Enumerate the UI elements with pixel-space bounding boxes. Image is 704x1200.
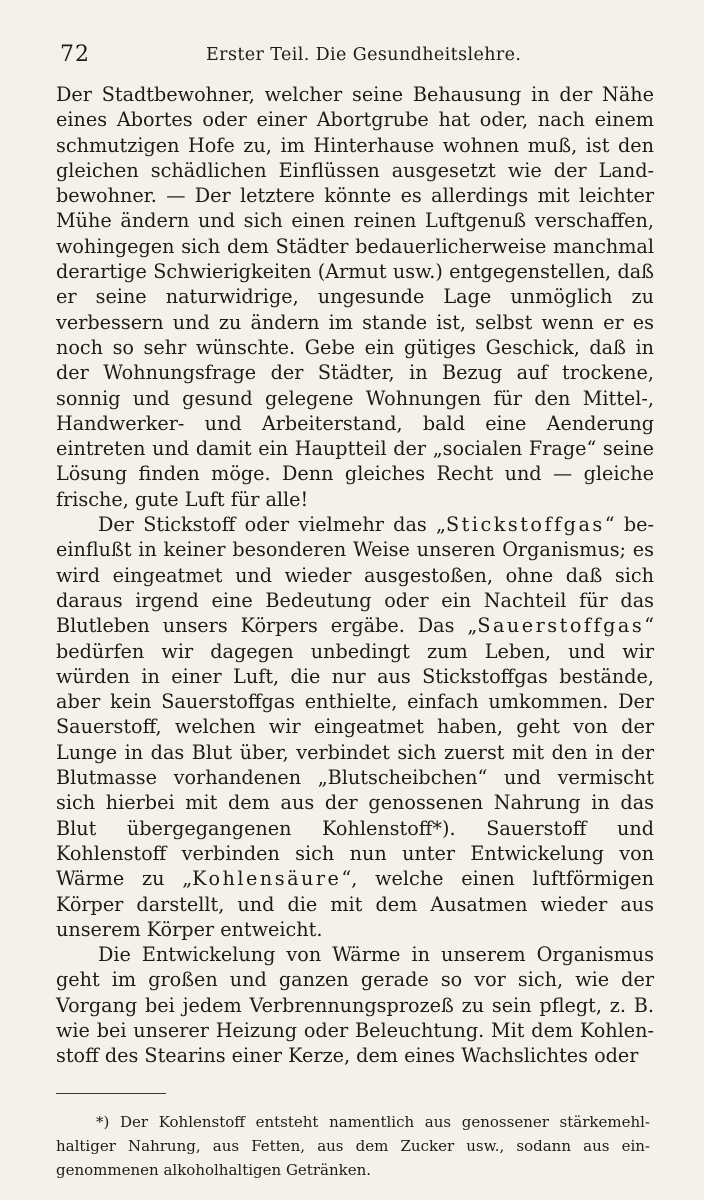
paragraph-text: “, welche einen luftförmigen Körper darstellt, und die mit dem Ausatmen wieder aus unserem Körper entweicht. [56,867,654,941]
page-header [56,38,654,82]
paragraph [56,942,654,1068]
paragraph-text: Der Stadtbewohner, welcher seine Behausung in der Nähe eines Abortes oder einer Abortgrube hat oder, nach einem schmutzigen Hofe zu, im Hinterhause wohnen muß, ist den gleichen schädlichen Einflüssen ausgesetzt wie der Landbewohner. — Der letztere könnte es allerdings mit leichter Mühe ändern und sich einen reinen Luftgenuß verschaffen, wohingegen sich dem Städter bedauerlicherweise manchmal derartige Schwierigkeiten (Armut usw.) entgegenstellen, daß er seine naturwidrige, ungesunde Lage unmöglich zu verbessern und zu ändern im stande ist, selbst wenn er es noch so sehr wünschte. Gebe ein gütiges Geschick, daß in der Wohnungsfrage der Städter, in Bezug auf trockene, sonnig und gesund gelegene Wohnungen für den Mittel-, Handwerker- und Arbeiterstand, bald eine Aenderung eintreten und damit ein Hauptteil der „socialen Frage“ seine Lösung finden möge. Denn gleiches Recht und — gleiche frische, gute Luft für alle! [56,83,654,511]
running-head: Erster Teil. Die Gesundheitslehre. [206,45,522,65]
body-text [56,82,654,1069]
paragraph-text: Der Stickstoff oder vielmehr das „ [98,513,446,537]
footnote: *) Der Kohlenstoff entsteht namentlich aus genossener stärkemehlhaltiger Nahrung, aus Fetten, aus dem Zucker usw., sodann aus eingenommenen alkoholhaltigen Getränken. [56,1112,650,1179]
footnote-divider [56,1093,166,1094]
spaced-term: Stickstoffgas [446,513,605,537]
page-number: 72 [60,42,90,67]
paragraph [56,82,654,512]
paragraph-text: “ beeinflußt in keiner besonderen Weise unseren Organismus; es wird eingeatmet und wieder ausgestoßen, ohne daß sich daraus irgend eine Bedeutung oder ein Nachteil für das Blutleben unsers Körpers ergäbe. Das „ [56,513,654,638]
spaced-term: Sauerstoffgas [477,614,645,638]
spaced-term: Kohlensäure [192,867,342,891]
paragraph-text: Die Entwickelung von Wärme in unserem Organismus geht im großen und ganzen gerade so vor sich, wie der Vorgang bei jedem Verbrennungsprozeß zu sein pflegt, z. B. wie bei unserer Heizung oder Beleuchtung. Mit dem Kohlenstoff des Stearins einer Kerze, dem eines Wachslichtes oder [56,943,654,1068]
paragraph [56,512,654,942]
paragraph-text: “ bedürfen wir dagegen unbedingt zum Leben, und wir würden in einer Luft, die nur aus Stickstoffgas bestände, aber kein Sauerstoffgas enthielte, einfach umkommen. Der Sauerstoff, welchen wir eingeatmet haben, geht von der Lunge in das Blut über, verbindet sich zuerst mit den in der Blutmasse vorhandenen „Blutscheibchen“ und vermischt sich hierbei mit dem aus der genossenen Nahrung in das Blut übergegangenen Kohlenstoff*). Sauerstoff und Kohlenstoff verbinden sich nun unter Entwickelung von Wärme zu „ [56,614,654,891]
